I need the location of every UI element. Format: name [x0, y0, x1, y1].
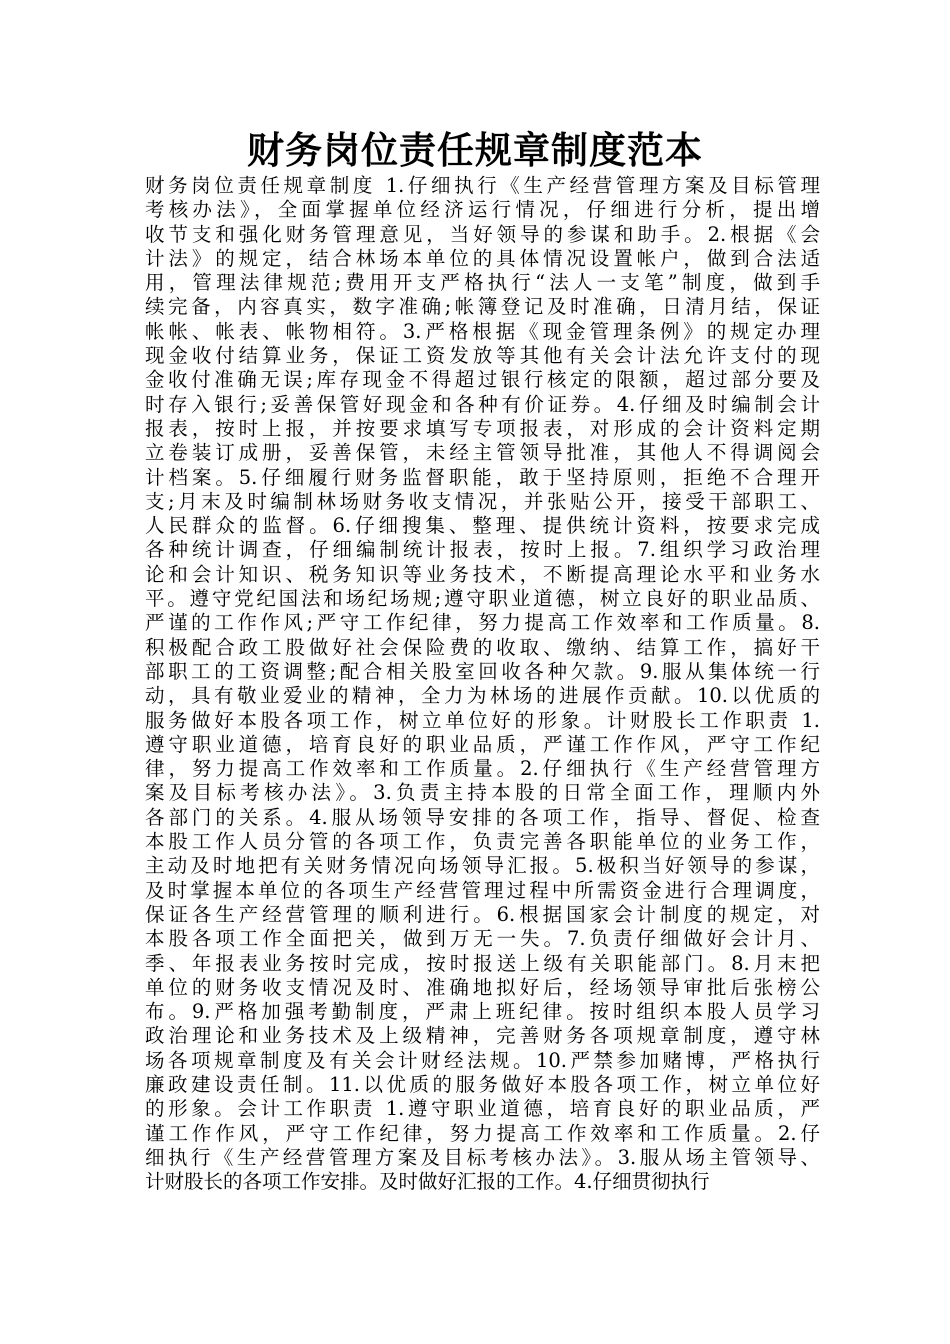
body-text-line: 帐帐、帐表、帐物相符。3.严格根据《现金管理条例》的规定办理 — [145, 319, 820, 343]
body-text-line: 计财股长的各项工作安排。及时做好汇报的工作。4.仔细贯彻执行 — [145, 1170, 710, 1194]
body-text-line: 廉政建设责任制。11.以优质的服务做好本股各项工作，树立单位好 — [145, 1072, 820, 1096]
body-text-line: 布。9.严格加强考勤制度，严肃上班纪律。按时组织本股人员学习 — [145, 1000, 820, 1024]
body-text-line: 报表，按时上报，并按要求填写专项报表，对形成的会计资料定期 — [145, 416, 820, 440]
body-text-line: 积极配合政工股做好社会保险费的收取、缴纳、结算工作，搞好干 — [145, 635, 820, 659]
body-text-line: 各部门的关系。4.服从场领导安排的各项工作，指导、督促、检查 — [145, 805, 820, 829]
body-text-line: 平。遵守党纪国法和场纪场规;遵守职业道德，树立良好的职业品质、 — [145, 587, 820, 611]
body-text-line: 考核办法》，全面掌握单位经济运行情况，仔细进行分析，提出增 — [145, 198, 820, 222]
body-text-line: 遵守职业道德，培育良好的职业品质，严谨工作作风，严守工作纪 — [145, 732, 820, 756]
body-text-line: 的形象。会计工作职责 1.遵守职业道德，培育良好的职业品质，严 — [145, 1097, 820, 1121]
body-text-line: 立卷装订成册，妥善保管，未经主管领导批准，其他人不得调阅会 — [145, 441, 820, 465]
body-text-line: 主动及时地把有关财务情况向场领导汇报。5.极积当好领导的参谋， — [145, 854, 820, 878]
document-title: 财务岗位责任规章制度范本 — [247, 129, 703, 172]
body-text-line: 计法》的规定，结合林场本单位的具体情况设置帐户，做到合法适 — [145, 246, 820, 270]
body-text-line: 保证各生产经营管理的顺利进行。6.根据国家会计制度的规定，对 — [145, 902, 820, 926]
body-text-line: 严谨的工作作风;严守工作纪律，努力提高工作效率和工作质量。8. — [145, 611, 820, 635]
body-text-line: 动，具有敬业爱业的精神，全力为林场的进展作贡献。10.以优质的 — [145, 684, 820, 708]
body-text-line: 案及目标考核办法》。3.负责主持本股的日常全面工作，理顺内外 — [145, 781, 820, 805]
body-text-line: 及时掌握本单位的各项生产经营管理过程中所需资金进行合理调度， — [145, 878, 820, 902]
body-text-line: 细执行《生产经营管理方案及目标考核办法》。3.服从场主管领导、 — [145, 1145, 820, 1169]
body-text-line: 支;月末及时编制林场财务收支情况，并张贴公开，接受干部职工、 — [145, 489, 820, 513]
body-text-line: 人民群众的监督。6.仔细搜集、整理、提供统计资料，按要求完成 — [145, 514, 820, 538]
body-text-line: 场各项规章制度及有关会计财经法规。10.严禁参加赌博，严格执行 — [145, 1048, 820, 1072]
body-text-line: 单位的财务收支情况及时、准确地拟好后，经场领导审批后张榜公 — [145, 975, 820, 999]
body-text-line: 部职工的工资调整;配合相关股室回收各种欠款。9.服从集体统一行 — [145, 659, 820, 683]
body-text-line: 续完备，内容真实，数字准确;帐簿登记及时准确，日清月结，保证 — [145, 295, 820, 319]
body-text-line: 谨工作作风，严守工作纪律，努力提高工作效率和工作质量。2.仔 — [145, 1121, 820, 1145]
body-text-line: 律，努力提高工作效率和工作质量。2.仔细执行《生产经营管理方 — [145, 757, 820, 781]
body-text-line: 各种统计调查，仔细编制统计报表，按时上报。7.组织学习政治理 — [145, 538, 820, 562]
body-text-line: 用，管理法律规范;费用开支严格执行“法人一支笔”制度，做到手 — [145, 271, 820, 295]
body-text-line: 时存入银行;妥善保管好现金和各种有价证券。4.仔细及时编制会计 — [145, 392, 820, 416]
body-text-line: 政治理论和业务技术及上级精神，完善财务各项规章制度，遵守林 — [145, 1024, 820, 1048]
body-text-line: 本股各项工作全面把关，做到万无一失。7.负责仔细做好会计月、 — [145, 927, 820, 951]
body-text-line: 收节支和强化财务管理意见，当好领导的参谋和助手。2.根据《会 — [145, 222, 820, 246]
document-body — [145, 174, 820, 1194]
body-text-line: 金收付准确无误;库存现金不得超过银行核定的限额，超过部分要及 — [145, 368, 820, 392]
body-text-line: 财务岗位责任规章制度 1.仔细执行《生产经营管理方案及目标管理 — [145, 174, 820, 197]
body-text-line: 计档案。5.仔细履行财务监督职能，敢于坚持原则，拒绝不合理开 — [145, 465, 820, 489]
body-text-line: 服务做好本股各项工作，树立单位好的形象。计财股长工作职责 1. — [145, 708, 820, 732]
body-text-line: 现金收付结算业务，保证工资发放等其他有关会计法允许支付的现 — [145, 344, 820, 368]
body-text-line: 本股工作人员分管的各项工作，负责完善各职能单位的业务工作， — [145, 830, 820, 854]
body-text-line: 论和会计知识、税务知识等业务技术，不断提高理论水平和业务水 — [145, 562, 820, 586]
body-text-line: 季、年报表业务按时完成，按时报送上级有关职能部门。8.月末把 — [145, 951, 820, 975]
